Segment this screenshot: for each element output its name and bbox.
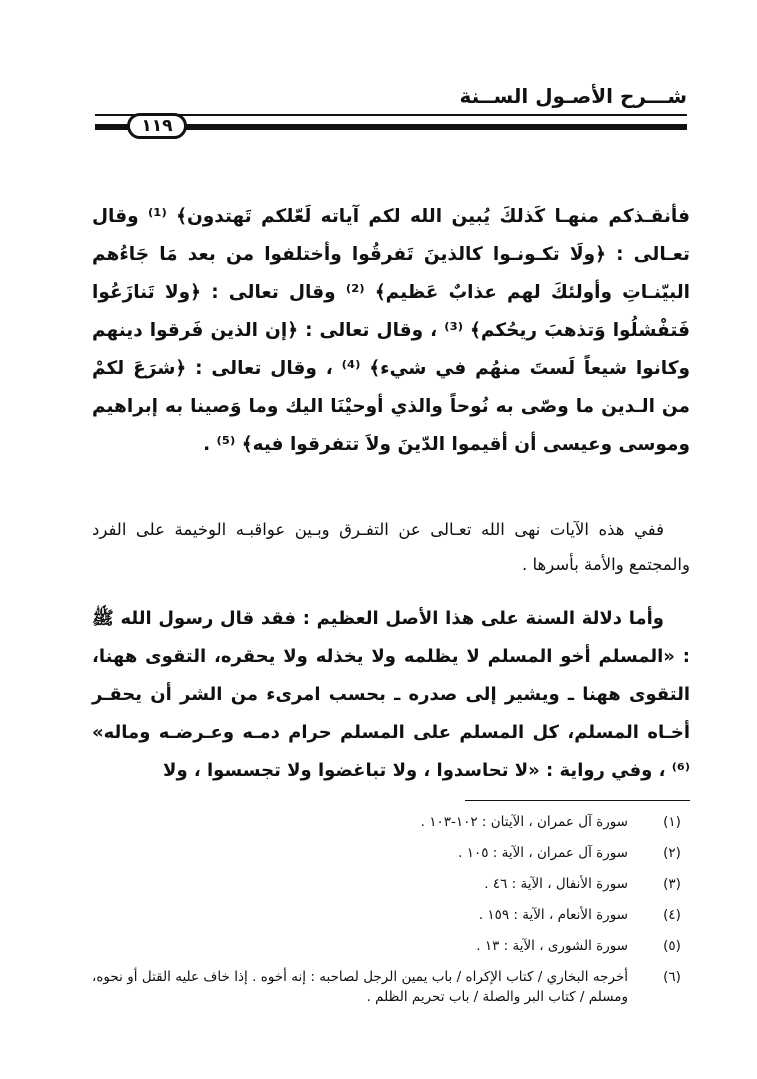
footnotes-list — [92, 812, 690, 1018]
footnote-number: (٣) — [663, 876, 681, 892]
footnote-number: (١) — [663, 814, 681, 830]
footnote-separator — [465, 800, 690, 801]
footnote-item — [92, 936, 690, 956]
footnote-number: (٦) — [663, 969, 681, 985]
header-rule — [95, 114, 687, 116]
footnote-number: (٥) — [663, 938, 681, 954]
page-number: ١١٩ — [141, 116, 173, 136]
page-header — [95, 80, 687, 140]
footnote-item — [92, 874, 690, 894]
header-bar — [185, 124, 687, 130]
footnote-item — [92, 843, 690, 863]
footnote-item — [92, 967, 690, 1007]
footnote-text: سورة الشورى ، الآية : ١٣ . — [476, 938, 628, 954]
footnote-text: سورة الأنعام ، الآية : ١٥٩ . — [478, 907, 628, 923]
footnote-text: أخرجه البخاري / كتاب الإكراه / باب يمين الرجل لصاحبه : إنه أخوه . إذا خاف عليه القتل أو نحوه، ومسلم / كتاب البر والصلة / باب تحريم الظلم . — [92, 969, 628, 1005]
paragraph-quran-verses: فأنقـذكم منهـا كَذلكَ يُبين الله لكم آياته لَعّلكم تَهتدون﴾ ⁽¹⁾ وقال تعـالى : ﴿ولَا تكـونـوا كالذينَ تَفرقُوا وأختلفوا من بعد مَا جَاءُهم البيّنـاتِ وأولئكَ لهم عذابٌ عَظيم﴾ ⁽²⁾ وقال تعالى : ﴿ولا تَنازَعُوا فَتفْشلُوا وَتذهبَ ريحُكم﴾ ⁽³⁾ ، وقال تعالى : ﴿إن الذين فَرقوا دينهم وكانوا شيعاً لَستَ منهُم في شيء﴾ ⁽⁴⁾ ، وقال تعالى : ﴿شرَعَ لكمْ من الـدين ما وصّى به نُوحاً والذي أوحيْنَا اليك وما وَصينا به إبراهيم وموسى وعيسى أن أقيموا الدّينَ ولاَ تتفرقوا فيه﴾ ⁽⁵⁾ . — [92, 206, 690, 455]
footnote-number: (٢) — [663, 845, 681, 861]
footnote-item — [92, 905, 690, 925]
paragraph-commentary: ففي هذه الآيات نهى الله تعـالى عن التفـرق وبـين عواقبـه الوخيمة على الفرد والمجتمع والأمة بأسرها . — [92, 520, 690, 574]
footnote-text: سورة آل عمران ، الآية : ١٠٥ . — [458, 845, 628, 861]
running-title: شـــرح الأصـول الســنة — [459, 84, 687, 108]
header-rule-left — [95, 124, 131, 130]
footnote-item — [92, 812, 690, 832]
footnote-text: سورة آل عمران ، الآيتان : ١٠٢-١٠٣ . — [420, 814, 628, 830]
footnote-number: (٤) — [663, 907, 681, 923]
page-number-badge — [127, 113, 187, 139]
paragraph-sunnah-evidence: وأما دلالة السنة على هذا الأصل العظيم : فقد قال رسول الله ﷺ : «المسلم أخو المسلم لا يظلمه ولا يخذله ولا يحقره، التقوى ههنا، التقوى ههنا ـ ويشير إلى صدره ـ بحسب امرىء من الشر أن يحقـر أخـاه المسلم، كل المسلم على المسلم حرام دمـه وعـرضـه وماله» ⁽⁶⁾ ، وفي رواية : «لا تحاسدوا ، ولا تباغضوا ولا تجسسوا ، ولا — [92, 608, 690, 781]
footnote-text: سورة الأنفال ، الآية : ٤٦ . — [484, 876, 628, 892]
